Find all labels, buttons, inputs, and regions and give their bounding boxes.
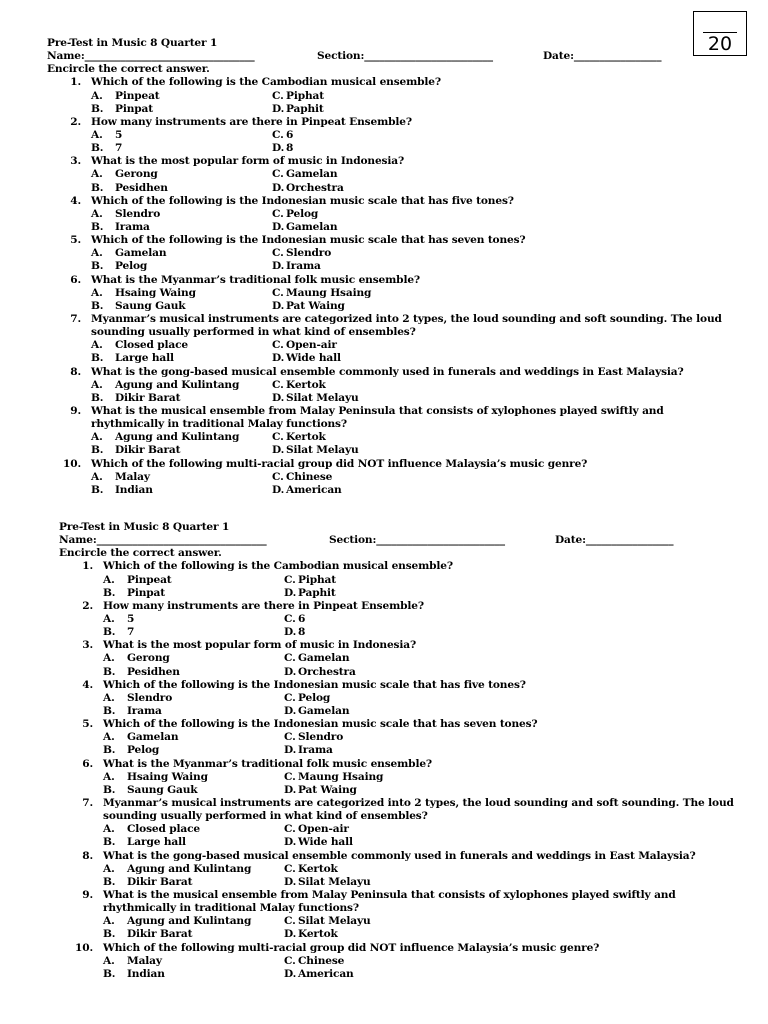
question — [59, 941, 600, 955]
option-text[interactable]: Hsaing Waing — [127, 770, 208, 783]
option-text[interactable]: Piphat — [286, 89, 324, 102]
question — [47, 194, 514, 208]
option-text[interactable]: Pelog — [127, 744, 160, 757]
option-letter[interactable]: A. — [103, 573, 115, 586]
option-text[interactable]: Slendro — [298, 731, 344, 744]
option-letter[interactable]: B. — [103, 967, 116, 980]
option-letter[interactable]: A. — [91, 168, 103, 181]
option-letter[interactable]: D. — [272, 102, 285, 115]
option-text[interactable]: Irama — [286, 260, 321, 273]
question-number: 10. — [75, 941, 93, 954]
option-letter[interactable]: A. — [103, 691, 115, 704]
answer-options-row — [59, 875, 371, 889]
answer-options-row — [59, 783, 357, 797]
question — [59, 757, 432, 771]
question-text: What is the most popular form of music in Indonesia? — [91, 155, 405, 168]
question-text: Myanmar’s musical instruments are categorized into 2 types, the loud sounding and soft sounding. The loud sounding usually performed in what kind of ensembles? — [91, 312, 722, 339]
date-field[interactable]: Date:_________________ — [543, 50, 662, 63]
answer-options-row — [47, 207, 319, 221]
option-text[interactable]: Paphit — [286, 102, 324, 115]
option-letter[interactable]: B. — [103, 928, 116, 941]
option-letter[interactable]: C. — [284, 731, 296, 744]
option-letter[interactable]: C. — [272, 247, 284, 260]
question-number: 7. — [82, 796, 93, 809]
option-text[interactable]: Kertok — [286, 378, 326, 391]
option-letter[interactable]: D. — [284, 836, 297, 849]
score-box — [693, 11, 747, 56]
option-text[interactable]: Slendro — [127, 691, 173, 704]
option-text[interactable]: Pesidhen — [115, 181, 168, 194]
option-letter[interactable]: C. — [284, 612, 296, 625]
option-letter[interactable]: D. — [272, 142, 285, 155]
option-text[interactable]: Malay — [127, 954, 162, 967]
answer-options-row — [59, 652, 350, 665]
option-letter[interactable]: A. — [91, 470, 103, 483]
option-text[interactable]: 8 — [286, 142, 294, 155]
instructions: Encircle the correct answer. — [59, 547, 222, 560]
question-number: 5. — [70, 234, 81, 247]
answer-options-row — [59, 967, 354, 981]
question — [47, 365, 684, 379]
option-text[interactable]: Agung and Kulintang — [127, 915, 252, 928]
option-letter[interactable]: B. — [103, 783, 116, 796]
answer-options-row — [59, 836, 353, 849]
option-letter[interactable]: D. — [272, 391, 285, 404]
answer-options-row — [47, 299, 345, 313]
option-letter[interactable]: D. — [284, 783, 297, 796]
answer-options-row — [47, 470, 333, 484]
option-text[interactable]: Gamelan — [286, 168, 338, 181]
option-letter[interactable]: B. — [91, 352, 104, 365]
answer-options-row — [47, 247, 332, 260]
option-text[interactable]: Gerong — [127, 652, 170, 665]
option-letter[interactable]: B. — [91, 391, 104, 404]
option-letter[interactable]: A. — [103, 915, 115, 928]
option-letter[interactable]: D. — [284, 586, 297, 599]
option-text[interactable]: Gamelan — [298, 704, 350, 717]
answer-options-row — [59, 823, 349, 836]
option-text[interactable]: Wide hall — [286, 352, 341, 365]
answer-options-row — [47, 391, 359, 405]
option-letter[interactable]: D. — [284, 744, 297, 757]
option-letter[interactable]: A. — [91, 207, 103, 220]
option-letter[interactable]: D. — [272, 260, 285, 273]
option-letter[interactable]: B. — [91, 142, 104, 155]
option-letter[interactable]: A. — [91, 89, 103, 102]
answer-options-row — [47, 181, 344, 195]
option-letter[interactable]: A. — [103, 652, 115, 665]
option-text[interactable]: Dikir Barat — [127, 875, 193, 888]
question — [47, 234, 526, 247]
option-text[interactable]: 6 — [298, 612, 306, 625]
option-text[interactable]: Pelog — [298, 691, 331, 704]
section-field[interactable]: Section:_________________________ — [329, 534, 505, 547]
question — [59, 796, 734, 823]
option-text[interactable]: Hsaing Waing — [115, 286, 196, 299]
option-text[interactable]: Irama — [298, 744, 333, 757]
option-text[interactable]: Kertok — [298, 928, 338, 941]
question-text: Which of the following is the Cambodian musical ensemble? — [103, 560, 453, 573]
answer-options-row — [59, 744, 333, 757]
answer-options-row — [59, 665, 356, 679]
question-text: Which of the following is the Indonesian music scale that has seven tones? — [103, 718, 538, 731]
option-text[interactable]: Gamelan — [298, 652, 350, 665]
question-number: 9. — [70, 404, 81, 417]
instructions: Encircle the correct answer. — [47, 63, 210, 76]
option-text[interactable]: Pinpeat — [127, 573, 172, 586]
question-number: 6. — [70, 273, 81, 286]
option-letter[interactable]: C. — [272, 431, 284, 444]
option-text[interactable]: Silat Melayu — [298, 915, 371, 928]
question-text: Which of the following is the Indonesian music scale that has five tones? — [103, 678, 526, 691]
option-text[interactable]: Wide hall — [298, 836, 353, 849]
option-letter[interactable]: D. — [272, 181, 285, 194]
answer-options-row — [59, 573, 336, 587]
option-letter[interactable]: D. — [284, 704, 297, 717]
question — [47, 76, 441, 89]
option-text[interactable]: American — [298, 967, 354, 980]
option-text[interactable]: Irama — [115, 220, 150, 233]
option-text[interactable]: Gamelan — [115, 247, 167, 260]
option-letter[interactable]: C. — [272, 207, 284, 220]
question-number: 8. — [82, 849, 93, 862]
option-letter[interactable]: B. — [103, 704, 116, 717]
question-number: 2. — [70, 115, 81, 128]
option-letter[interactable]: B. — [91, 260, 104, 273]
option-letter[interactable]: B. — [103, 665, 116, 678]
option-text[interactable]: Kertok — [286, 431, 326, 444]
question-text: What is the gong-based musical ensemble commonly used in funerals and weddings in East Malaysia? — [103, 849, 696, 862]
option-text[interactable]: 6 — [286, 128, 294, 141]
option-text[interactable]: Maung Hsaing — [286, 286, 372, 299]
option-letter[interactable]: C. — [272, 378, 284, 391]
option-letter[interactable]: C. — [272, 286, 284, 299]
option-text[interactable]: 7 — [115, 142, 123, 155]
option-letter[interactable]: C. — [284, 652, 296, 665]
option-letter[interactable]: C. — [272, 89, 284, 102]
answer-options-row — [59, 586, 336, 600]
question-number: 6. — [82, 757, 93, 770]
option-letter[interactable]: C. — [284, 823, 296, 836]
option-text[interactable]: 5 — [127, 612, 135, 625]
option-text[interactable]: Gamelan — [127, 731, 179, 744]
question-text: What is the Myanmar’s traditional folk music ensemble? — [103, 757, 432, 770]
option-text[interactable]: Orchestra — [286, 181, 344, 194]
question-text: Which of the following is the Indonesian music scale that has five tones? — [91, 194, 514, 207]
option-text[interactable]: Indian — [127, 967, 165, 980]
option-text[interactable]: Chinese — [298, 954, 345, 967]
question — [59, 849, 696, 863]
question — [47, 457, 588, 471]
question — [47, 155, 405, 168]
option-letter[interactable]: B. — [91, 483, 104, 496]
option-text[interactable]: Malay — [115, 470, 150, 483]
option-letter[interactable]: B. — [103, 875, 116, 888]
option-letter[interactable]: D. — [284, 626, 297, 639]
answer-options-row — [59, 954, 345, 968]
question — [59, 560, 453, 573]
question — [59, 888, 676, 915]
pretest-block-2 — [59, 521, 734, 981]
option-letter[interactable]: A. — [103, 731, 115, 744]
question-text: Which of the following is the Cambodian musical ensemble? — [91, 76, 441, 89]
answer-options-row — [59, 731, 344, 744]
score-total: 20 — [707, 33, 733, 55]
answer-options-row — [59, 928, 338, 941]
question — [47, 404, 664, 431]
option-text[interactable]: Slendro — [286, 247, 332, 260]
option-letter[interactable]: C. — [272, 470, 284, 483]
option-text[interactable]: Silat Melayu — [286, 391, 359, 404]
answer-options-row — [47, 260, 321, 273]
question-text: How many instruments are there in Pinpeat Ensemble? — [91, 115, 412, 128]
option-letter[interactable]: B. — [103, 626, 116, 639]
option-text[interactable]: Pinpat — [127, 586, 165, 599]
option-text[interactable]: Pinpat — [115, 102, 153, 115]
question — [47, 312, 722, 339]
question-text: What is the musical ensemble from Malay Peninsula that consists of xylophones played swiftly and rhythmically in traditional Malay functions? — [91, 404, 664, 431]
question — [59, 678, 526, 692]
option-letter[interactable]: D. — [272, 352, 285, 365]
option-text[interactable]: Closed place — [115, 339, 189, 352]
question-number: 5. — [82, 718, 93, 731]
question-number: 4. — [70, 194, 81, 207]
pretest-block-1 — [47, 37, 722, 497]
option-letter[interactable]: A. — [103, 862, 115, 875]
option-letter[interactable]: B. — [91, 299, 104, 312]
answer-options-row — [59, 691, 331, 705]
option-letter[interactable]: D. — [272, 220, 285, 233]
question-number: 3. — [70, 155, 81, 168]
question-number: 7. — [70, 312, 81, 325]
option-text[interactable]: American — [286, 483, 342, 496]
answer-options-row — [47, 431, 326, 444]
option-text[interactable]: Pelog — [115, 260, 148, 273]
option-text[interactable]: Dikir Barat — [115, 391, 181, 404]
option-letter[interactable]: B. — [91, 102, 104, 115]
option-letter[interactable]: D. — [272, 483, 285, 496]
answer-options-row — [59, 626, 306, 639]
question-number: 8. — [70, 365, 81, 378]
question — [47, 273, 420, 287]
option-text[interactable]: Silat Melayu — [286, 444, 359, 457]
header-fields — [47, 50, 662, 63]
question-text: What is the Myanmar’s traditional folk music ensemble? — [91, 273, 420, 286]
option-text[interactable]: Dikir Barat — [115, 444, 181, 457]
answer-options-row — [47, 352, 341, 365]
option-letter[interactable]: C. — [272, 168, 284, 181]
option-text[interactable]: 8 — [298, 626, 306, 639]
option-text[interactable]: Orchestra — [298, 665, 356, 678]
option-text[interactable]: Gamelan — [286, 220, 338, 233]
name-field[interactable]: Name:_________________________________ — [47, 50, 255, 63]
option-letter[interactable]: D. — [284, 967, 297, 980]
option-text[interactable]: Indian — [115, 483, 153, 496]
question-text: What is the most popular form of music in Indonesia? — [103, 639, 417, 652]
option-letter[interactable]: A. — [91, 247, 103, 260]
question-number: 1. — [70, 76, 81, 89]
option-letter[interactable]: C. — [284, 691, 296, 704]
answer-options-row — [47, 89, 324, 103]
option-text[interactable]: Open-air — [298, 823, 349, 836]
option-letter[interactable]: A. — [91, 286, 103, 299]
option-text[interactable]: Kertok — [298, 862, 338, 875]
option-letter[interactable]: A. — [91, 128, 103, 141]
option-letter[interactable]: D. — [284, 875, 297, 888]
option-text[interactable]: Pelog — [286, 207, 319, 220]
question-text: Which of the following multi-racial group did NOT influence Malaysia’s music genre? — [91, 457, 588, 470]
question-text: Which of the following is the Indonesian music scale that has seven tones? — [91, 234, 526, 247]
option-text[interactable]: Closed place — [127, 823, 201, 836]
header-fields — [59, 534, 674, 547]
option-text[interactable]: Saung Gauk — [127, 783, 198, 796]
option-letter[interactable]: D. — [284, 928, 297, 941]
option-text[interactable]: Pesidhen — [127, 665, 180, 678]
option-text[interactable]: Gerong — [115, 168, 158, 181]
answer-options-row — [47, 142, 294, 155]
option-letter[interactable]: B. — [103, 744, 116, 757]
option-letter[interactable]: B. — [103, 836, 116, 849]
option-letter[interactable]: A. — [91, 378, 103, 391]
option-letter[interactable]: C. — [284, 862, 296, 875]
option-text[interactable]: Maung Hsaing — [298, 770, 384, 783]
option-letter[interactable]: A. — [91, 431, 103, 444]
option-text[interactable]: Pat Waing — [286, 299, 345, 312]
option-letter[interactable]: A. — [103, 612, 115, 625]
question-number: 3. — [82, 639, 93, 652]
answer-options-row — [47, 378, 326, 392]
answer-options-row — [47, 220, 338, 234]
option-text[interactable]: Irama — [127, 704, 162, 717]
question-number: 9. — [82, 888, 93, 901]
question — [59, 639, 417, 652]
option-letter[interactable]: A. — [103, 954, 115, 967]
question — [59, 718, 538, 731]
option-text[interactable]: 5 — [115, 128, 123, 141]
question-text: How many instruments are there in Pinpeat Ensemble? — [103, 599, 424, 612]
option-text[interactable]: 7 — [127, 626, 135, 639]
option-text[interactable]: Pinpeat — [115, 89, 160, 102]
answer-options-row — [59, 770, 384, 784]
option-text[interactable]: Agung and Kulintang — [115, 378, 240, 391]
answer-options-row — [47, 102, 324, 116]
option-text[interactable]: Agung and Kulintang — [115, 431, 240, 444]
question-number: 2. — [82, 599, 93, 612]
option-text[interactable]: Saung Gauk — [115, 299, 186, 312]
option-letter[interactable]: C. — [284, 954, 296, 967]
option-text[interactable]: Large hall — [115, 352, 174, 365]
question-number: 1. — [82, 560, 93, 573]
answer-options-row — [47, 168, 338, 181]
option-letter[interactable]: B. — [103, 586, 116, 599]
question-number: 10. — [63, 457, 81, 470]
option-letter[interactable]: A. — [91, 339, 103, 352]
question — [47, 115, 412, 129]
option-letter[interactable]: C. — [284, 770, 296, 783]
answer-options-row — [47, 444, 359, 457]
answer-options-row — [47, 339, 337, 352]
option-letter[interactable]: D. — [284, 665, 297, 678]
option-letter[interactable]: D. — [272, 299, 285, 312]
option-text[interactable]: Open-air — [286, 339, 337, 352]
test-title: Pre-Test in Music 8 Quarter 1 — [47, 37, 218, 49]
question-text: Which of the following multi-racial group did NOT influence Malaysia’s music genre? — [103, 941, 600, 954]
option-letter[interactable]: B. — [91, 444, 104, 457]
date-field[interactable]: Date:_________________ — [555, 534, 674, 547]
question-text: What is the gong-based musical ensemble commonly used in funerals and weddings in East Malaysia? — [91, 365, 684, 378]
name-field[interactable]: Name:_________________________________ — [59, 534, 267, 547]
option-text[interactable]: Large hall — [127, 836, 186, 849]
answer-options-row — [47, 483, 342, 497]
question-text: Myanmar’s musical instruments are categorized into 2 types, the loud sounding and soft sounding. The loud sounding usually performed in what kind of ensembles? — [103, 796, 734, 823]
option-text[interactable]: Agung and Kulintang — [127, 862, 252, 875]
option-text[interactable]: Dikir Barat — [127, 928, 193, 941]
option-letter[interactable]: A. — [103, 823, 115, 836]
option-letter[interactable]: B. — [91, 220, 104, 233]
question-number: 4. — [82, 678, 93, 691]
answer-options-row — [47, 286, 372, 300]
answer-options-row — [47, 128, 294, 142]
question-text: What is the musical ensemble from Malay Peninsula that consists of xylophones played swiftly and rhythmically in traditional Malay functions? — [103, 888, 676, 915]
question — [59, 599, 424, 613]
section-field[interactable]: Section:_________________________ — [317, 50, 493, 63]
option-text[interactable]: Chinese — [286, 470, 333, 483]
option-text[interactable]: Piphat — [298, 573, 336, 586]
option-text[interactable]: Pat Waing — [298, 783, 357, 796]
answer-options-row — [59, 862, 338, 876]
answer-options-row — [59, 915, 371, 928]
test-title: Pre-Test in Music 8 Quarter 1 — [59, 521, 230, 533]
answer-options-row — [59, 704, 350, 718]
option-letter[interactable]: C. — [284, 915, 296, 928]
option-letter[interactable]: C. — [284, 573, 296, 586]
option-letter[interactable]: B. — [91, 181, 104, 194]
option-letter[interactable]: D. — [272, 444, 285, 457]
option-text[interactable]: Silat Melayu — [298, 875, 371, 888]
answer-options-row — [59, 612, 306, 626]
option-letter[interactable]: A. — [103, 770, 115, 783]
option-text[interactable]: Slendro — [115, 207, 161, 220]
option-letter[interactable]: C. — [272, 128, 284, 141]
option-text[interactable]: Paphit — [298, 586, 336, 599]
option-letter[interactable]: C. — [272, 339, 284, 352]
